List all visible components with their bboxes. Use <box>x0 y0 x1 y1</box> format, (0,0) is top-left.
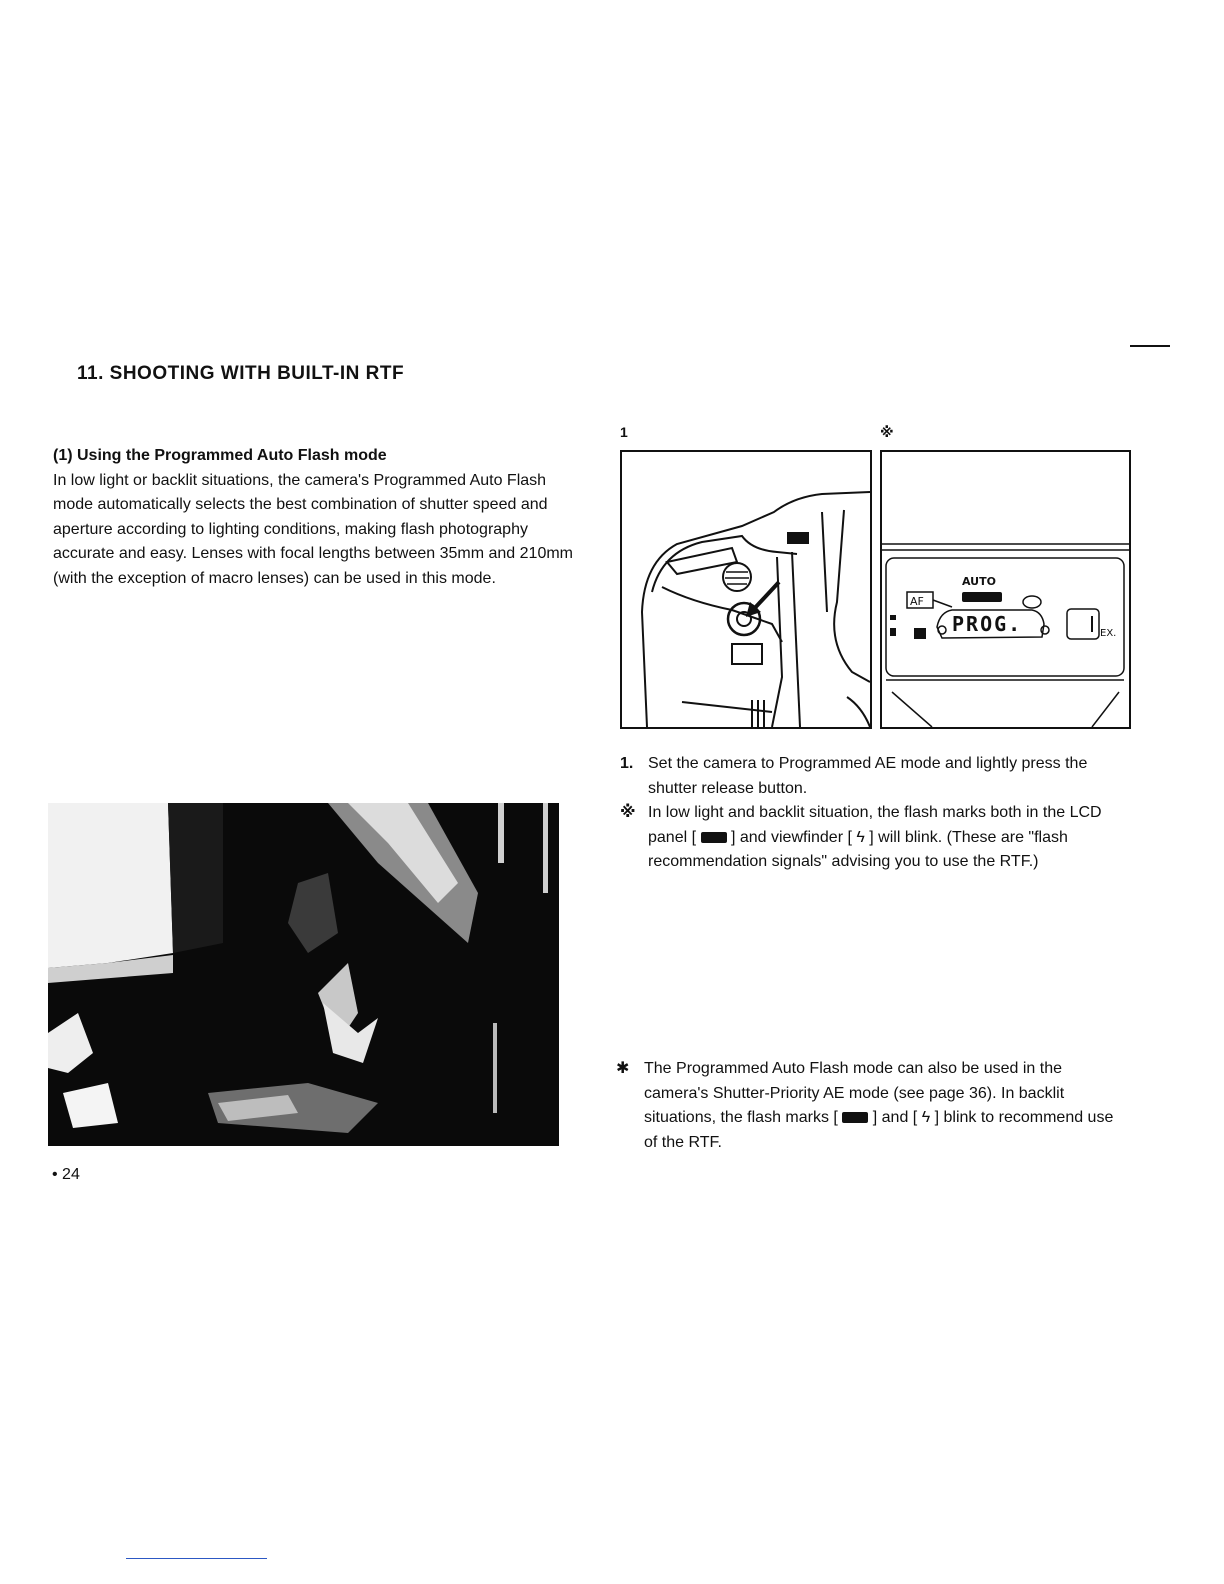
step-1 <box>620 752 1120 801</box>
press-arrow-icon <box>746 582 779 617</box>
note-text-b: ] and [ ϟ ] blink to recommend use of the RTF. <box>644 1109 1114 1151</box>
step-flash-signal-text <box>648 801 1130 875</box>
lcd-panel-illustration <box>882 452 1129 727</box>
page-number: • 24 <box>52 1166 80 1183</box>
lcd-auto-label: AUTO <box>962 575 996 588</box>
lcd-flash-mark-icon <box>962 592 1002 602</box>
section-title: 11. SHOOTING WITH BUILT-IN RTF <box>77 363 405 384</box>
shutter-priority-note <box>616 1057 1126 1155</box>
lcd-ex-label: EX. <box>1100 628 1117 639</box>
lcd-prog-label: PROG. <box>952 612 1023 636</box>
lcd-display <box>890 575 1116 639</box>
backlit-portrait-photo <box>48 803 559 1146</box>
note-text <box>644 1057 1126 1155</box>
step-1-number: 1. <box>620 755 634 772</box>
photo-image <box>48 803 559 1146</box>
bottom-rule <box>126 1558 267 1559</box>
note-marker: ✱ <box>616 1060 630 1077</box>
intro-subheading: (1) Using the Programmed Auto Flash mode <box>53 447 387 464</box>
lcd-figure <box>880 450 1131 729</box>
camera-illustration <box>622 452 870 727</box>
camera-figure-mark: 1 <box>620 424 628 440</box>
lcd-figure-mark: ※ <box>880 424 894 440</box>
step-flash-signal-text-b: ] and viewfinder [ ϟ ] will blink. (These are "flash recommendation signals" advising you to use the RTF.) <box>648 828 1068 870</box>
lcd-flash-mark-icon <box>842 1112 868 1123</box>
intro-block <box>53 444 573 591</box>
top-right-rule <box>1130 345 1170 347</box>
lcd-flash-mark-icon <box>701 832 727 843</box>
hot-shoe <box>787 532 809 544</box>
step-flash-signal-marker: ※ <box>620 804 636 821</box>
mode-dial <box>723 563 751 591</box>
step-1-text: Set the camera to Programmed AE mode and lightly press the shutter release button. <box>648 755 1088 797</box>
step-flash-signal <box>620 801 1130 875</box>
note-text-a: The Programmed Auto Flash mode can also be used in the camera's Shutter-Priority AE mode (see page 36). In backlit situations, the flash marks [ <box>644 1060 1065 1126</box>
camera-figure <box>620 450 872 729</box>
intro-paragraph: In low light or backlit situations, the camera's Programmed Auto Flash mode automatically selects the best combination of shutter speed and aperture according to lighting conditions, making flash photography accurate and easy. Lenses with focal lengths between 35mm and 210mm (with the exception of macro lenses) can be used in this mode. <box>53 471 573 587</box>
lcd-af-label: AF <box>910 595 924 608</box>
step-flash-signal-text-a: In low light and backlit situation, the flash marks both in the LCD panel [ <box>648 804 1102 846</box>
